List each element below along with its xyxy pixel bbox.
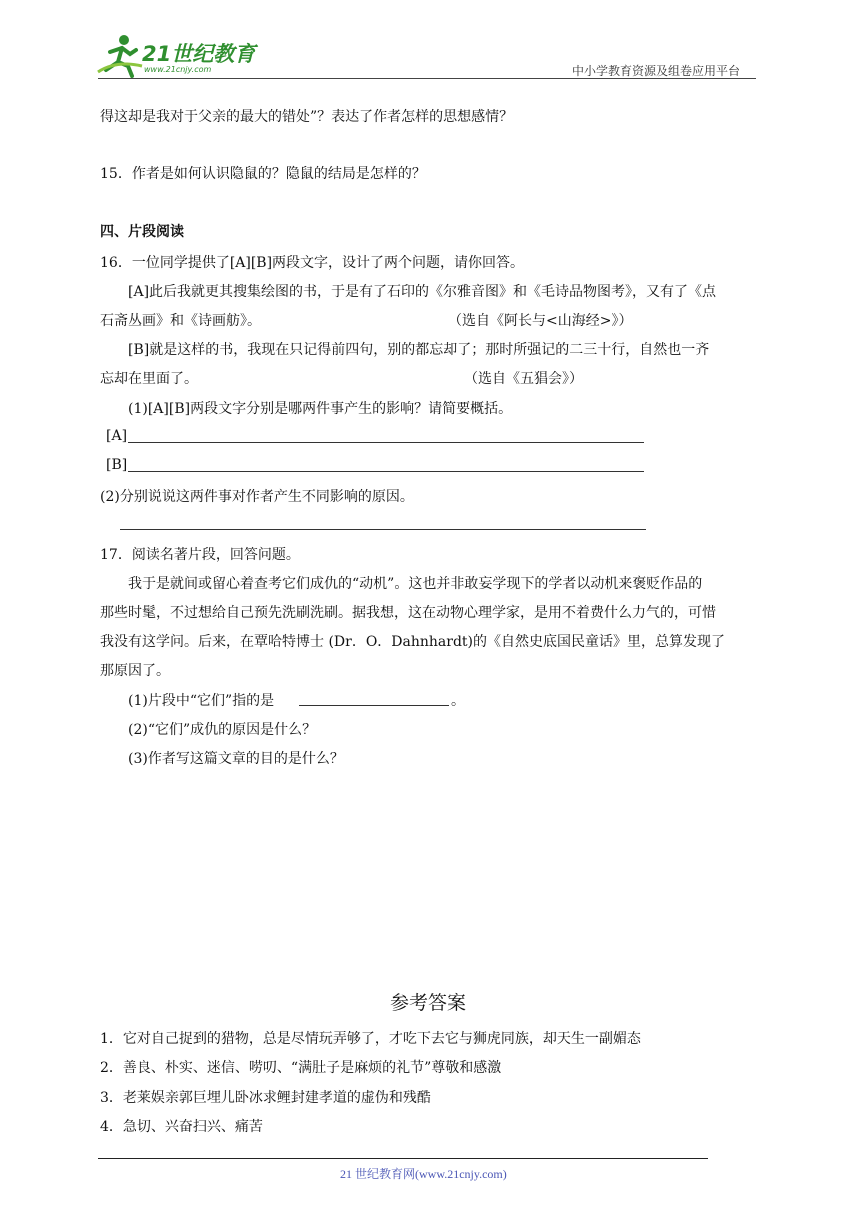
answer-item-3: 3．老莱娱亲郭巨埋儿卧冰求鲤封建孝道的虚伪和残酷 [100,1090,431,1106]
header-platform-name: 中小学教育资源及组卷应用平台 [572,64,741,78]
passage-b-line-1: [B]就是这样的书，我现在只记得前四句，别的都忘却了；那时所强记的二三十行，自然也一齐 [128,342,710,358]
logo-text: 21世纪教育 [142,42,256,66]
sub-question-16-2: (2)分别说说这两件事对作者产生不同影响的原因。 [100,489,414,505]
sub-question-17-1-end: 。 [451,693,465,709]
sub-question-17-2: (2)“它们”成仇的原因是什么？ [128,722,317,738]
footer-divider [98,1158,708,1159]
section-heading-4: 四、片段阅读 [100,224,184,240]
logo-url: www.21cnjy.com [144,65,212,74]
site-logo[interactable] [96,32,266,78]
header-divider [98,78,756,79]
blank-b-label: [B] [106,457,128,473]
passage-a-line-2: 石斋丛画》和《诗画舫》。 [100,313,261,329]
passage-17-line-1: 我于是就间或留心着查考它们成仇的“动机”。这也并非敢妄学现下的学者以动机来褒贬作品的 [128,576,703,592]
question-17: 17．阅读名著片段，回答问题。 [100,547,300,563]
answers-title: 参考答案 [390,992,467,1014]
passage-a-line-1: [A]此后我就更其搜集绘图的书，于是有了石印的《尔雅音图》和《毛诗品物图考》，又有了《点 [128,284,717,300]
passage-17-line-4: 那原因了。 [100,663,170,679]
sub-question-17-3: (3)作者写这篇文章的目的是什么？ [128,751,344,767]
answer-line-17-1[interactable] [299,705,449,706]
passage-b-source: （选自《五猖会》） [464,371,583,387]
question-14-continuation: 得这却是我对于父亲的最大的错处”？表达了作者怎样的思想感情？ [100,109,514,125]
passage-b-line-2: 忘却在里面了。 [100,371,198,387]
passage-17-line-3: 我没有这学问。后来，在覃哈特博士 (Dr．O．Dahnhardt)的《自然史底国民童话》里，总算发现了 [100,634,726,650]
question-15: 15．作者是如何认识隐鼠的？隐鼠的结局是怎样的？ [100,166,426,182]
sub-question-17-1: (1)片段中“它们”指的是 [128,693,275,709]
blank-a-label: [A] [106,428,128,444]
runner-logo-icon [96,32,144,78]
answer-item-1: 1．它对自己捉到的猎物，总是尽情玩弄够了，才吃下去它与狮虎同族，却天生一副媚态 [100,1031,641,1047]
answer-line-a[interactable] [128,442,644,443]
answer-line-b[interactable] [128,471,644,472]
passage-17-line-2: 那些时髦，不过想给自己预先洗刷洗刷。据我想，这在动物心理学家，是用不着费什么力气的，可惜 [100,605,716,621]
answer-item-2: 2．善良、朴实、迷信、唠叨、“满肚子是麻烦的礼节”尊敬和感激 [100,1060,502,1076]
question-16: 16．一位同学提供了[A][B]两段文字，设计了两个问题，请你回答。 [100,255,525,271]
footer-link[interactable]: 21 世纪教育网(www.21cnjy.com) [340,1167,507,1181]
answer-item-4: 4．急切、兴奋扫兴、痛苦 [100,1119,263,1135]
passage-a-source: （选自《阿长与<山海经>》） [448,313,633,329]
answer-line-16-2[interactable] [120,529,646,530]
sub-question-16-1: (1)[A][B]两段文字分别是哪两件事产生的影响？请简要概括。 [128,401,513,417]
